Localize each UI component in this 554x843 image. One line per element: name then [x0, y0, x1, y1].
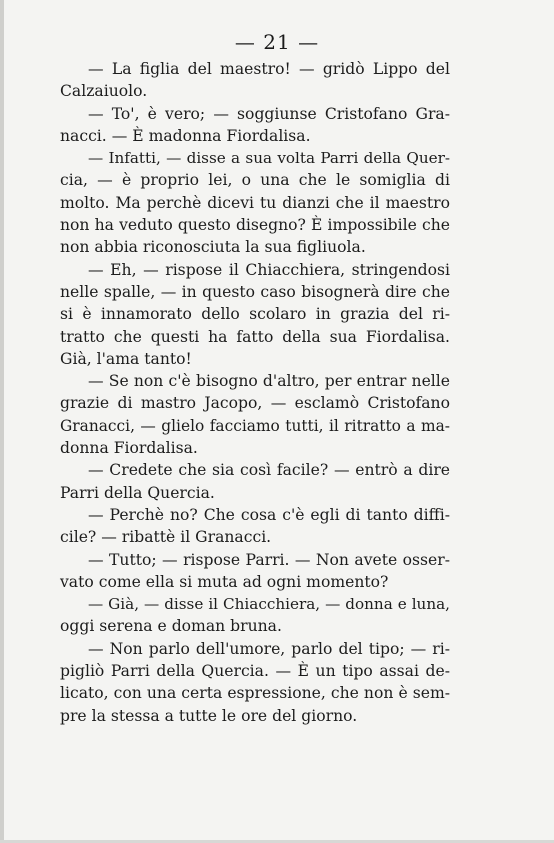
text-line: vato come ella si muta ad ogni momento? — [60, 572, 389, 591]
text-line: molto. Ma perchè dicevi tu dianzi che il maestro — [60, 193, 450, 212]
text-line: non ha veduto questo disegno? È impossibile che — [60, 216, 450, 235]
text-line: grazie di mastro Jacopo, — esclamò Cristofano — [60, 394, 450, 413]
text-line: — Credete che sia così facile? — entrò a dire — [88, 461, 450, 480]
text-line: oggi serena e doman bruna. — [60, 617, 282, 636]
text-line: — Già, — disse il Chiacchiera, — donna e luna, — [88, 595, 450, 614]
text-line: — Perchè no? Che cosa c'è egli di tanto diffi- — [88, 505, 450, 524]
body-text — [60, 58, 450, 727]
text-line: — Eh, — rispose il Chiacchiera, stringendosi — [88, 260, 450, 279]
page-number: — 21 — — [234, 30, 320, 54]
text-line: — Tutto; — rispose Parri. — Non avete osser- — [88, 550, 450, 569]
text-line: — To', è vero; — soggiunse Cristofano Gra- — [88, 104, 450, 123]
text-line: — Infatti, — disse a sua volta Parri della Quer- — [88, 149, 450, 168]
text-line: — La figlia del maestro! — gridò Lippo del — [88, 60, 450, 78]
text-line: donna Fiordalisa. — [60, 439, 198, 458]
text-line: tratto che questi ha fatto della sua Fiordalisa. — [60, 327, 450, 346]
text-line: Calzaiuolo. — [60, 82, 148, 101]
text-line: Parri della Quercia. — [60, 483, 215, 502]
text-line: non abbia riconosciuta la sua figliuola. — [60, 238, 366, 257]
text-line: cia, — è proprio lei, o una che le somiglia di — [60, 171, 450, 190]
text-line: — Se non c'è bisogno d'altro, per entrar nelle — [88, 372, 450, 391]
text-line: Granacci, — glielo facciamo tutti, il ritratto a ma- — [60, 416, 450, 435]
text-line: — Non parlo dell'umore, parlo del tipo; — ri- — [88, 639, 450, 658]
text-line: pre la stessa a tutte le ore del giorno. — [60, 706, 358, 725]
text-line: nelle spalle, — in questo caso bisognerà dire che — [60, 282, 450, 301]
text-line: licato, con una certa espressione, che non è sem- — [60, 684, 450, 703]
text-line: pigliò Parri della Quercia. — È un tipo assai de- — [60, 662, 450, 681]
text-line: cile? — ribattè il Granacci. — [60, 528, 272, 547]
text-line: nacci. — È madonna Fiordalisa. — [60, 126, 311, 145]
text-line: si è innamorato dello scolaro in grazia del ri- — [60, 305, 450, 324]
text-line: Già, l'ama tanto! — [60, 349, 192, 368]
